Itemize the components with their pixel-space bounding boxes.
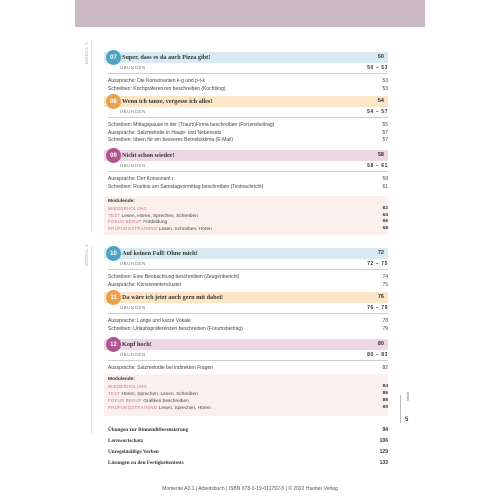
toc-row[interactable]: Schreiben: Ideen für ein besseres Betriebsklima (E-Mail) 57	[108, 137, 388, 143]
uebungen-row[interactable]: ÜBUNGEN 54 – 57	[120, 109, 388, 115]
modul-3-tag: MODUL 3	[84, 42, 89, 64]
lesson-header[interactable]	[104, 339, 388, 350]
lesson-header[interactable]	[104, 150, 388, 161]
modulende-box-1	[104, 196, 388, 235]
modulende-item: TEST Hören, Sprechen, Lesen, Schreiben 86	[108, 391, 388, 397]
lesson-page: 80	[377, 341, 384, 347]
divider	[108, 269, 388, 270]
modul-4-tag: MODUL 4	[84, 244, 89, 266]
inhalt-label: Inhalt	[406, 391, 410, 401]
toc-row[interactable]: Schreiben: Routine am Samstagvormittag beschreiben (Textnachricht) 61	[108, 183, 388, 190]
toc-entry[interactable]: Übungen zur Binnendifferenzierung 94	[108, 427, 388, 433]
lesson-page: 76	[377, 294, 384, 300]
uebungen-row[interactable]: ÜBUNGEN 72 – 75	[120, 261, 388, 267]
toc-row[interactable]: Aussprache: Satzmelodie in Haupt- und Nebensatz 57	[108, 129, 388, 136]
lesson-title: Super, dass es da auch Pizza gibt!	[122, 54, 211, 61]
lesson-number-badge: 09	[106, 148, 121, 163]
side-divider	[400, 395, 401, 423]
toc-row[interactable]: Schreiben: Eine Beobachtung beschreiben (Zeugenbericht) 74	[108, 274, 388, 280]
lesson-page: 54	[377, 98, 384, 104]
uebungen-row[interactable]: ÜBUNGEN 58 – 61	[120, 163, 388, 169]
lesson-number-badge: 08	[106, 94, 121, 109]
uebungen-row[interactable]: ÜBUNGEN 50 – 53	[120, 65, 388, 71]
toc-row[interactable]: Aussprache: Der Konsonant r 59	[108, 176, 388, 182]
header-bar	[75, 0, 425, 27]
lesson-number-badge: 11	[106, 290, 121, 305]
lesson-header[interactable]	[104, 96, 388, 107]
divider	[108, 360, 388, 361]
modulende-title: Modulende:	[108, 377, 135, 382]
lesson-page: 58	[377, 152, 384, 158]
page-number: 5	[405, 417, 409, 423]
divider	[108, 313, 388, 314]
lesson-number-badge: 10	[106, 246, 121, 261]
lesson-header[interactable]	[104, 248, 388, 259]
modulende-item: PRÜFUNGSTRAINING Lesen, Sprechen, Hören 90	[108, 405, 388, 411]
modulende-item: FOKUS BERUF Grafiken beschreiben 88	[108, 398, 388, 404]
lesson-title: Auf keinen Fall! Ohne mich!	[122, 250, 198, 257]
modulende-item: TEST Lesen, Hören, Sprechen, Schreiben 64	[108, 212, 388, 219]
toc-entry[interactable]: Lernwortschatz 106	[108, 438, 388, 444]
divider	[108, 117, 388, 118]
lesson-title: Kopf hoch!	[122, 341, 152, 348]
modulende-item: WIEDERHOLUNG 62	[108, 206, 388, 211]
modulende-item: WIEDERHOLUNG 84	[108, 384, 388, 389]
modulende-item: FOKUS BERUF Fortbildung 66	[108, 219, 388, 225]
lesson-number-badge: 07	[106, 50, 121, 65]
toc-row[interactable]: Aussprache: Konsonantencluster 75	[108, 281, 388, 288]
lesson-page: 50	[377, 54, 384, 60]
lesson-header[interactable]	[104, 52, 388, 63]
uebungen-row[interactable]: ÜBUNGEN 80 – 83	[120, 352, 388, 358]
toc-entry[interactable]: Lösungen zu den Fertigkeitentests 133	[108, 460, 388, 466]
lesson-title: Nicht schon wieder!	[122, 152, 175, 159]
lesson-title: Wenn ich tanze, vergesse ich alles!	[122, 98, 213, 105]
divider	[108, 73, 388, 74]
toc-row[interactable]: Schreiben: Kochpräferenzen beschreiben (Kochblog) 53	[108, 85, 388, 92]
toc-row[interactable]: Aussprache: Satzmelodie bei indirekten Fragen 82	[108, 365, 388, 371]
modul-3-line	[91, 40, 92, 230]
footer: Momente A2.1 | Arbeitsbuch | ISBN 978-3-19-011792-5 | © 2022 Hueber Verlag	[162, 486, 338, 492]
toc-row[interactable]: Schreiben: Mittagspause in der (Traum)Firma beschreiben (Forumsbeitrag) 55	[108, 122, 388, 128]
modulende-box-2	[104, 374, 388, 416]
modul-4-line	[91, 246, 92, 434]
lesson-header[interactable]	[104, 292, 388, 303]
divider	[108, 171, 388, 172]
toc-row[interactable]: Aussprache: Lange und kurze Vokale 78	[108, 318, 388, 324]
toc-entry[interactable]: Unregelmäßige Verben 129	[108, 449, 388, 455]
lesson-number-badge: 12	[106, 337, 121, 352]
lesson-title: Da wäre ich jetzt auch gern mit dabei!	[122, 294, 224, 301]
uebungen-row[interactable]: ÜBUNGEN 76 – 79	[120, 305, 388, 311]
lesson-page: 72	[377, 250, 384, 256]
modulende-title: Modulende:	[108, 199, 135, 204]
modulende-item: PRÜFUNGSTRAINING Lesen, Schreiben, Hören 68	[108, 225, 388, 232]
toc-row[interactable]: Aussprache: Die Konsonanten k-g und p-t-k 53	[108, 78, 388, 84]
toc-row[interactable]: Schreiben: Urlaubspräferenzen beschreiben (Forumsbeitrag) 79	[108, 325, 388, 332]
